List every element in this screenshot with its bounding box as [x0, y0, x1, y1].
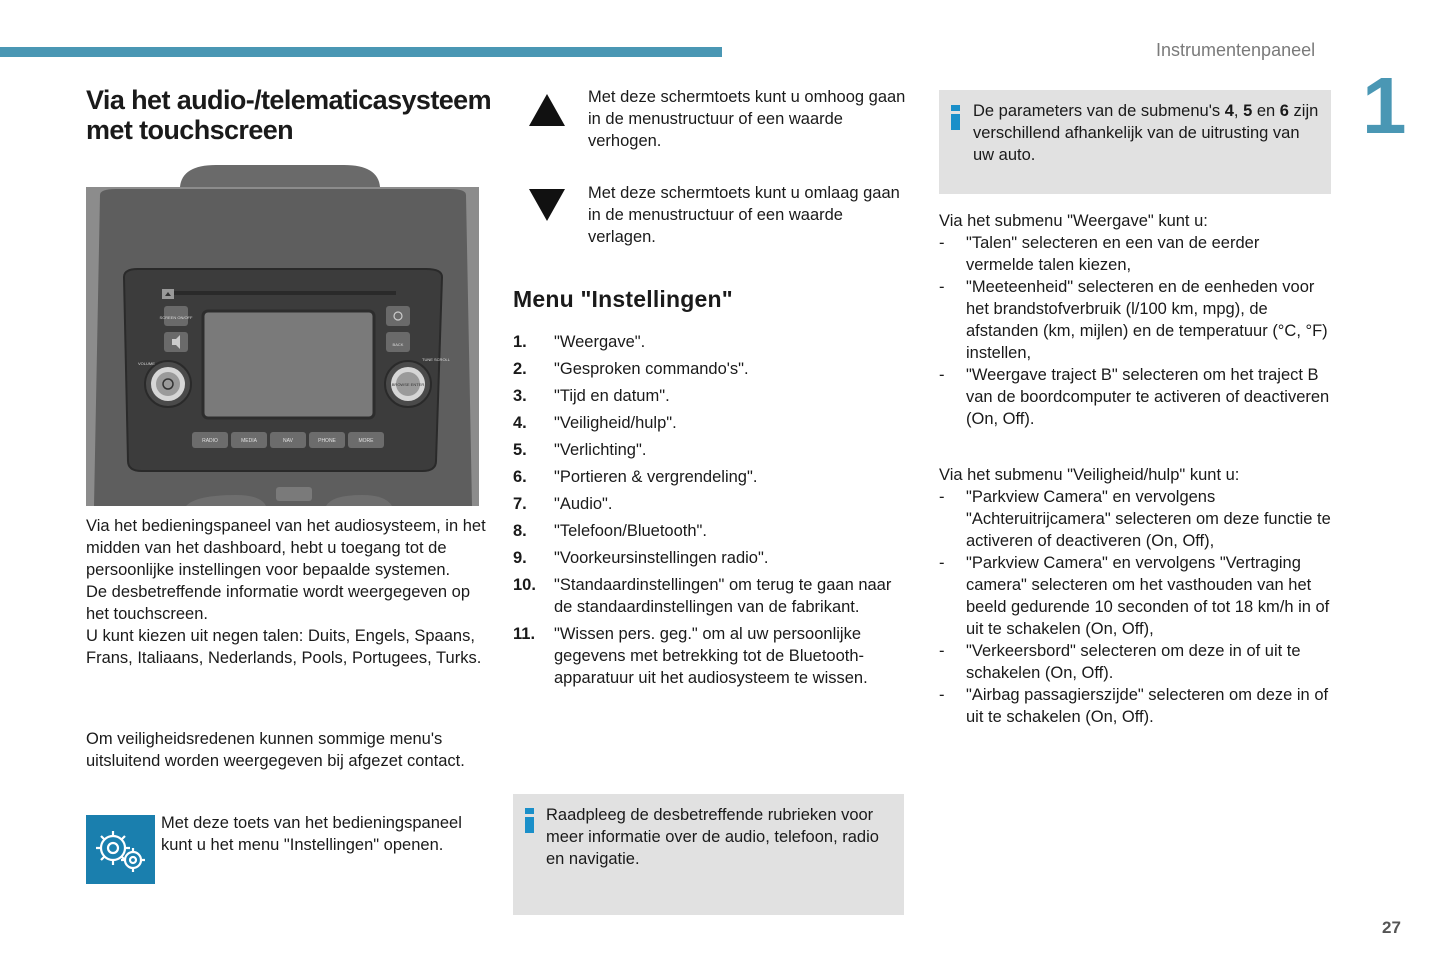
intro-paragraph: Via het bedieningspaneel van het audiosysteem, in het midden van het dashboard, hebt u toegang tot de persoonlijke instellingen voor bepaalde systemen. De desbetreffende informatie wordt weergegeven op het touchscreen. U kunt kiezen uit negen talen: Duits, Engels, Spaans, Frans, Italiaans, Nederlands, Pools, Portugees, Turks.: [86, 517, 486, 667]
up-button-description: Met deze schermtoets kunt u omhoog gaan in de menustructuur of een waarde verhogen.: [588, 88, 906, 150]
audio-panel-photo: [86, 165, 479, 506]
list-item: 10. "Standaardinstellingen" om terug te gaan naar de standaardinstellingen van de fabrikant.: [513, 576, 892, 616]
list-item: - "Parkview Camera" en vervolgens "Vertraging camera" selecteren om het vasthouden van het beeld gedurende 10 seconden of tot 18 km/h in of uit te schakelen (On, Off),: [939, 552, 1331, 640]
list-item: 9. "Voorkeursinstellingen radio".: [513, 549, 769, 567]
submenu-parameters-note: De parameters van de submenu's 4, 5 en 6 zijn verschillend afhankelijk van de uitrusting van uw auto.: [973, 102, 1319, 164]
radio-button-label: RADIO: [202, 438, 218, 444]
arrow-up-icon: [528, 93, 566, 127]
list-item: - "Parkview Camera" en vervolgens "Achteruitrijcamera" selecteren om deze functie te activeren of deactiveren (On, Off),: [939, 486, 1331, 552]
list-item: 4. "Veiligheid/hulp".: [513, 414, 677, 432]
list-item: - "Weergave traject B" selecteren om het traject B van de boordcomputer te activeren of deactiveren (On, Off).: [939, 364, 1331, 430]
list-item: - "Meeteenheid" selecteren en de eenheden voor het brandstofverbruik (l/100 km, mpg), de afstanden (km, mijlen) en de temperatuur (°C, °F) instellen,: [939, 276, 1331, 364]
header-accent-bar: [0, 47, 722, 57]
list-item: 11. "Wissen pers. geg." om al uw persoonlijke gegevens met betrekking tot de Bluetooth-apparatuur uit het audiosysteem te wissen.: [513, 625, 868, 687]
settings-button-description: Met deze toets van het bedieningspaneel kunt u het menu "Instellingen" openen.: [161, 814, 462, 854]
veiligheid-section: [939, 464, 1331, 728]
info-icon: [525, 808, 535, 833]
list-item: 1. "Weergave".: [513, 333, 646, 351]
down-button-description: Met deze schermtoets kunt u omlaag gaan in de menustructuur of een waarde verlagen.: [588, 184, 900, 246]
browse-label: BROWSE ENTER: [391, 382, 425, 387]
tune-label: TUNE SCROLL: [422, 357, 451, 362]
more-button-label: MORE: [358, 438, 374, 444]
list-item: 8. "Telefoon/Bluetooth".: [513, 522, 707, 540]
list-item: 7. "Audio".: [513, 495, 613, 513]
list-item: - "Talen" selecteren en een van de eerder vermelde talen kiezen,: [939, 232, 1331, 276]
list-item: - "Airbag passagierszijde" selecteren om deze in of uit te schakelen (On, Off).: [939, 684, 1331, 728]
screen-off-label: SCREEN ON/OFF: [159, 315, 193, 320]
page-title: Via het audio-/telematicasysteem met touchscreen: [86, 85, 491, 145]
safety-note: Om veiligheidsredenen kunnen sommige menu's uitsluitend worden weergegeven bij afgezet contact.: [86, 730, 465, 770]
info-box-middle: [513, 794, 904, 915]
list-item: 6. "Portieren & vergrendeling".: [513, 468, 758, 486]
list-item: 5. "Verlichting".: [513, 441, 647, 459]
arrow-down-icon: [528, 188, 566, 222]
list-item: 2. "Gesproken commando's".: [513, 360, 749, 378]
settings-gear-icon: [86, 815, 155, 884]
nav-button-label: NAV: [283, 438, 293, 444]
panel-buttons: [192, 432, 384, 448]
media-button-label: MEDIA: [241, 438, 257, 444]
back-label: BACK: [392, 342, 404, 347]
menu-list: [513, 331, 903, 694]
phone-button-label: PHONE: [318, 438, 336, 444]
menu-title: Menu "Instellingen": [513, 286, 733, 312]
volume-label: VOLUME: [138, 361, 155, 366]
chapter-number: 1: [1362, 61, 1407, 150]
section-title: Instrumentenpaneel: [1156, 40, 1316, 60]
veiligheid-intro: Via het submenu "Veiligheid/hulp" kunt u:: [939, 466, 1240, 484]
list-item: 3. "Tijd en datum".: [513, 387, 670, 405]
info-box-right: [939, 90, 1331, 194]
info-note: Raadpleeg de desbetreffende rubrieken voor meer informatie over de audio, telefoon, radio en navigatie.: [546, 806, 879, 868]
page-number: 27: [1382, 918, 1401, 937]
weergave-section: [939, 210, 1331, 430]
weergave-intro: Via het submenu "Weergave" kunt u:: [939, 212, 1208, 230]
info-icon: [951, 105, 961, 130]
list-item: - "Verkeersbord" selecteren om deze in of uit te schakelen (On, Off).: [939, 640, 1331, 684]
